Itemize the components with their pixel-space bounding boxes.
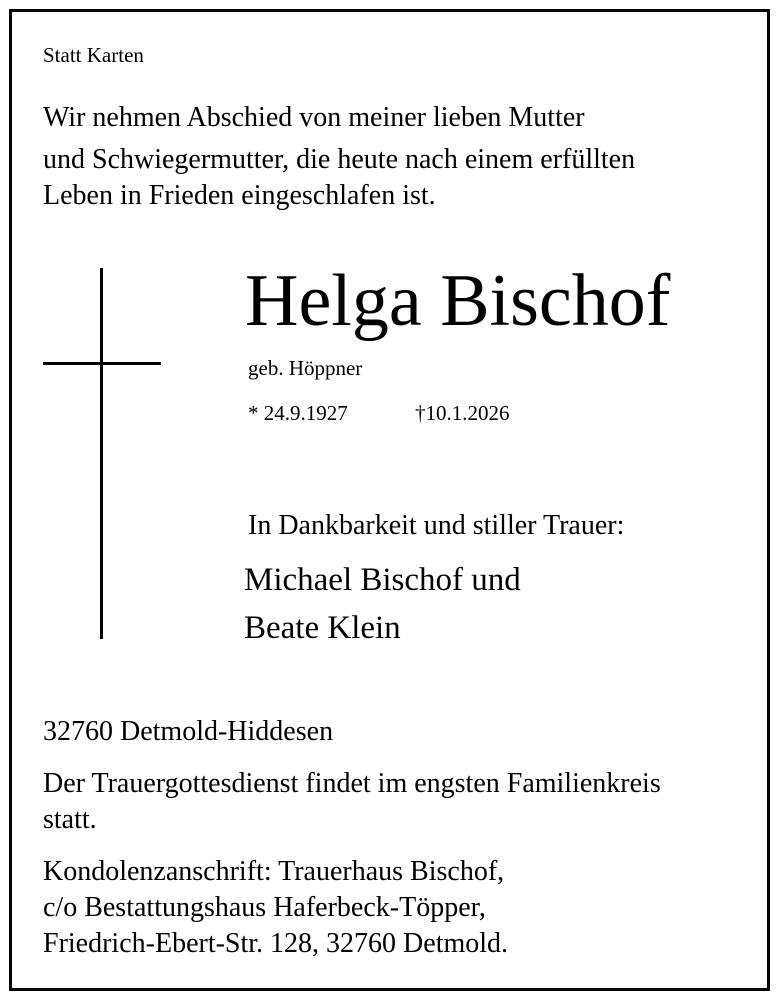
death-date: †10.1.2026 bbox=[415, 401, 510, 425]
location-text: 32760 Detmold-Hiddesen bbox=[43, 716, 334, 747]
condolence-line-1: Kondolenzanschrift: Trauerhaus Bischof, bbox=[43, 856, 505, 887]
header-text: Statt Karten bbox=[43, 43, 144, 67]
gratitude-line: In Dankbarkeit und stiller Trauer: bbox=[248, 510, 625, 541]
birth-date: * 24.9.1927 bbox=[248, 401, 348, 425]
intro-line-3: Leben in Frieden eingeschlafen ist. bbox=[43, 180, 436, 211]
service-line-2: statt. bbox=[43, 804, 97, 835]
intro-line-1: Wir nehmen Abschied von meiner lieben Mutter bbox=[43, 102, 585, 133]
condolence-line-3: Friedrich-Ebert-Str. 128, 32760 Detmold. bbox=[43, 928, 509, 959]
cross-vertical-bar bbox=[100, 268, 103, 639]
birth-name: geb. Höppner bbox=[248, 356, 363, 380]
mourner-1: Michael Bischof und bbox=[244, 562, 521, 598]
deceased-name: Helga Bischof bbox=[245, 260, 671, 342]
intro-line-2: und Schwiegermutter, die heute nach einem erfüllten bbox=[43, 144, 636, 175]
service-line-1: Der Trauergottesdienst findet im engsten Familienkreis bbox=[43, 768, 661, 799]
condolence-line-2: c/o Bestattungshaus Haferbeck-Töpper, bbox=[43, 892, 486, 923]
mourner-2: Beate Klein bbox=[244, 610, 401, 646]
cross-horizontal-bar bbox=[43, 362, 161, 365]
